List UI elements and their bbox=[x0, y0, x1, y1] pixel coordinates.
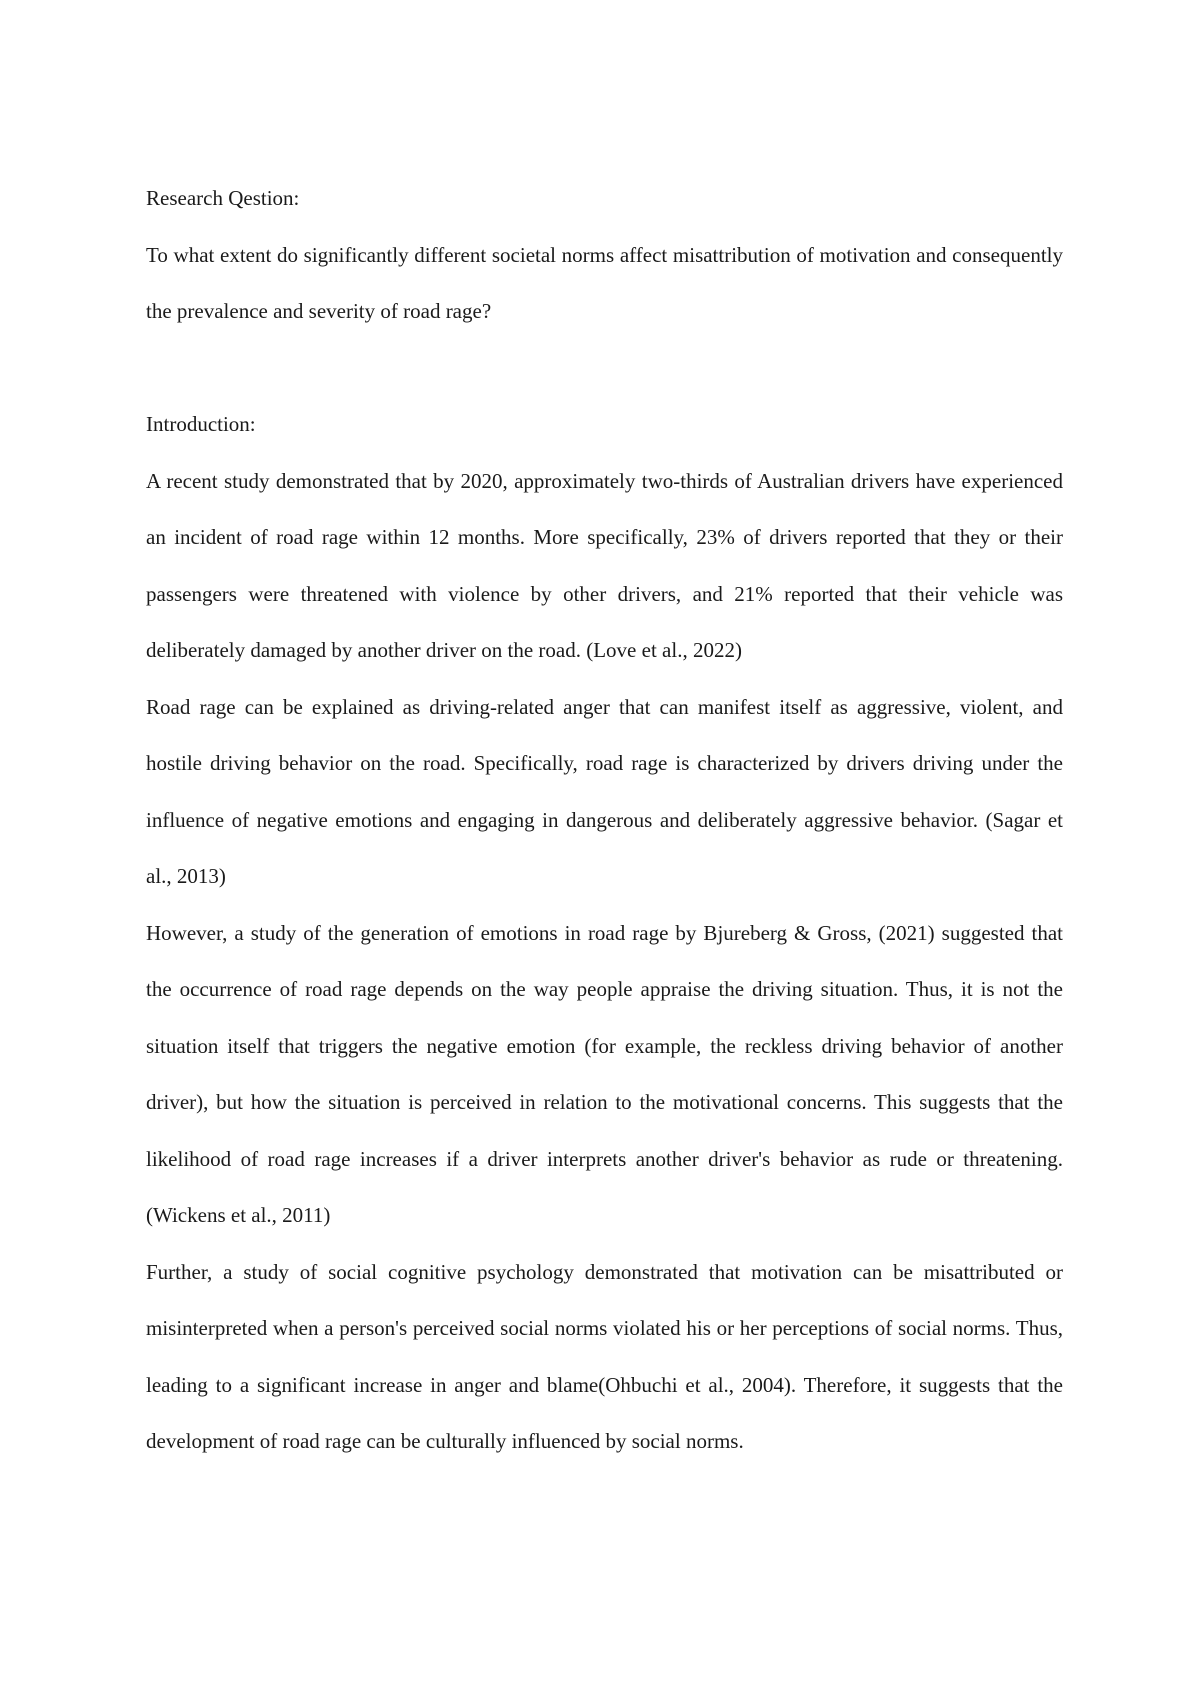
section-spacer bbox=[146, 340, 1063, 397]
introduction-paragraph-2: Road rage can be explained as driving-related anger that can manifest itself as aggressive, violent, and hostile driving behavior on the road. Specifically, road rage is characterized by drivers driving under the influence of negative emotions and engaging in dangerous and deliberately aggressive behavior. (Sagar et al., 2013) bbox=[146, 694, 1063, 888]
research-question-text: To what extent do significantly different societal norms affect misattribution of motivation and consequently the prevalence and severity of road rage? bbox=[146, 242, 1063, 323]
research-question-heading: Research Qestion: bbox=[146, 186, 300, 210]
document-body bbox=[146, 170, 1063, 1470]
introduction-paragraph-3: However, a study of the generation of emotions in road rage by Bjureberg & Gross, (2021) suggested that the occurrence of road rage depends on the way people appraise the driving situation. Thus, it is not the situation itself that triggers the negative emotion (for example, the reckless driving behavior of another driver), but how the situation is perceived in relation to the motivational concerns. This suggests that the likelihood of road rage increases if a driver interprets another driver's behavior as rude or threatening.(Wickens et al., 2011) bbox=[146, 920, 1063, 1227]
introduction-paragraph-1: A recent study demonstrated that by 2020, approximately two-thirds of Australian drivers have experienced an incident of road rage within 12 months. More specifically, 23% of drivers reported that they or their passengers were threatened with violence by other drivers, and 21% reported that their vehicle was deliberately damaged by another driver on the road. (Love et al., 2022) bbox=[146, 468, 1063, 662]
introduction-heading: Introduction: bbox=[146, 412, 256, 436]
introduction-paragraph-4: Further, a study of social cognitive psychology demonstrated that motivation can be misattributed or misinterpreted when a person's perceived social norms violated his or her perceptions of social norms. Thus, leading to a significant increase in anger and blame(Ohbuchi et al., 2004). Therefore, it suggests that the development of road rage can be culturally influenced by social norms. bbox=[146, 1259, 1063, 1453]
